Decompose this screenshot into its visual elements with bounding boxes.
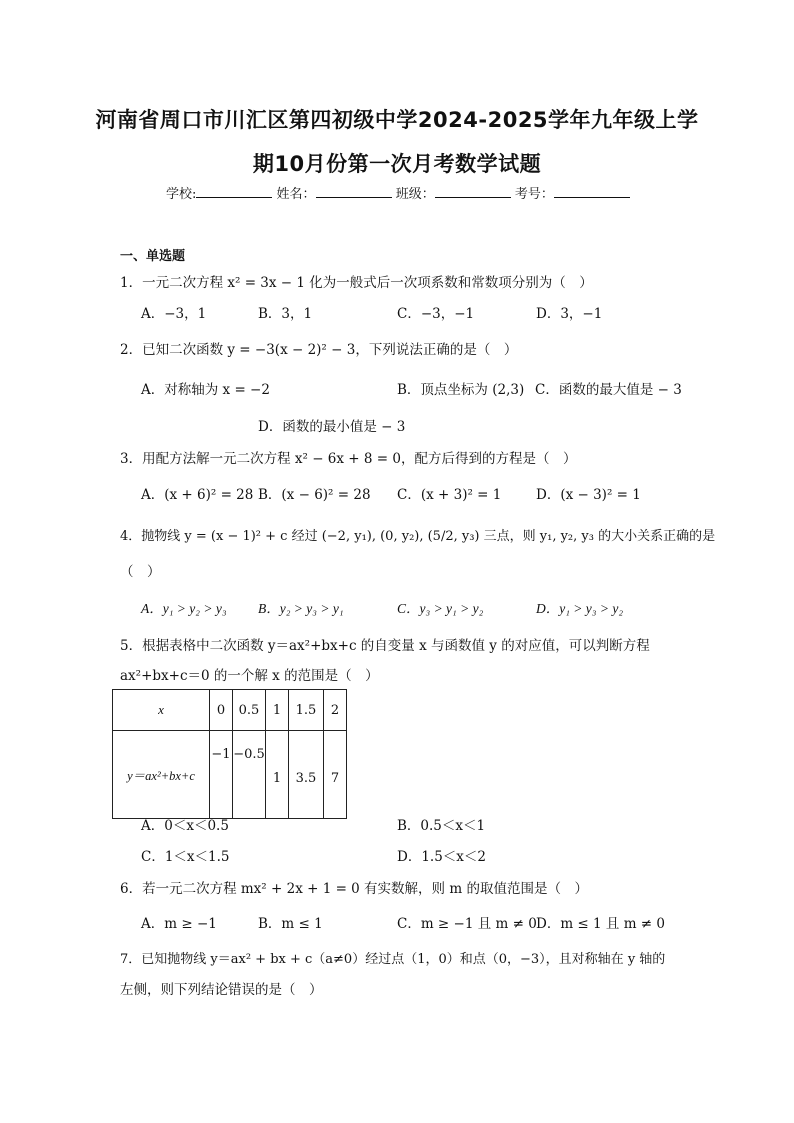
- table-row: [113, 690, 347, 731]
- table-cell: 1.5: [289, 690, 324, 731]
- question-5-option-d[interactable]: D．1.5＜x＜2: [397, 849, 486, 865]
- table-row: [113, 731, 347, 819]
- question-4-option-b[interactable]: B．y₂ > y₃ > y₁: [258, 601, 344, 616]
- question-3-option-b[interactable]: B．(x − 6)² = 28: [258, 487, 371, 503]
- question-3-stem: 3．用配方法解一元二次方程 x² − 6x + 8 = 0，配方后得到的方程是（ ）: [120, 451, 577, 467]
- question-3-option-d[interactable]: D．(x − 3)² = 1: [536, 487, 641, 503]
- question-5-option-c[interactable]: C．1＜x＜1.5: [141, 849, 230, 865]
- question-4-option-c[interactable]: C．y₃ > y₁ > y₂: [397, 601, 484, 616]
- page-title-line-2: 期10月份第一次月考数学试题: [252, 152, 542, 176]
- question-3-option-a[interactable]: A．(x + 6)² = 28: [141, 487, 254, 503]
- table-cell: 1: [266, 731, 289, 819]
- school-field[interactable]: [196, 183, 272, 198]
- name-field[interactable]: [316, 183, 392, 198]
- table-cell: −1: [210, 731, 233, 819]
- value-table: [112, 689, 347, 819]
- table-cell: y＝ax²+bx+c: [113, 731, 210, 819]
- question-4-stem: 4．抛物线 y = (x − 1)² + c 经过 (−2, y₁), (0, y₂), (5/2, y₃) 三点，则 y₁, y₂, y₃ 的大小关系正确的是: [120, 529, 716, 544]
- table-cell: 3.5: [289, 731, 324, 819]
- question-6-option-b[interactable]: B．m ≤ 1: [258, 916, 323, 932]
- number-field[interactable]: [554, 183, 630, 198]
- class-label: 班级：: [395, 187, 435, 202]
- table-cell: −0.5: [233, 731, 266, 819]
- question-2-option-c[interactable]: C．函数的最大值是 − 3: [535, 382, 682, 398]
- question-6-stem: 6．若一元二次方程 mx² + 2x + 1 = 0 有实数解，则 m 的取值范围是（ ）: [120, 881, 588, 897]
- question-5-option-a[interactable]: A．0＜x＜0.5: [141, 818, 229, 834]
- question-5-stem-continued: ax²+bx+c＝0 的一个解 x 的范围是（ ）: [120, 668, 379, 684]
- table-cell: 0.5: [233, 690, 266, 731]
- question-3-option-c[interactable]: C．(x + 3)² = 1: [397, 487, 502, 503]
- table-cell: 1: [266, 690, 289, 731]
- section-title: 一、单选题: [120, 249, 186, 264]
- question-4-option-d[interactable]: D．y₁ > y₃ > y₂: [536, 601, 624, 616]
- question-4-stem-continued: （ ）: [120, 564, 161, 580]
- question-7-stem: 7．已知抛物线 y＝ax² + bx + c（a≠0）经过点（1，0）和点（0，−3），且对称轴在 y 轴的: [120, 952, 666, 967]
- question-2-stem: 2．已知二次函数 y = −3(x − 2)² − 3，下列说法正确的是（ ）: [120, 342, 518, 358]
- page-title-line-1: 河南省周口市川汇区第四初级中学2024-2025学年九年级上学: [95, 108, 699, 132]
- question-6-option-d[interactable]: D．m ≤ 1 且 m ≠ 0: [536, 916, 665, 932]
- question-6-option-a[interactable]: A．m ≥ −1: [141, 916, 217, 932]
- table-cell: 2: [324, 690, 347, 731]
- question-1-option-c[interactable]: C．−3，−1: [397, 306, 475, 322]
- question-1-option-a[interactable]: A．−3，1: [141, 306, 207, 322]
- question-2-option-d[interactable]: D．函数的最小值是 − 3: [258, 419, 406, 435]
- question-5-stem: 5．根据表格中二次函数 y＝ax²+bx+c 的自变量 x 与函数值 y 的对应值，可以判断方程: [120, 638, 650, 654]
- number-label: 考号：: [514, 187, 554, 202]
- question-1-option-b[interactable]: B．3，1: [258, 306, 313, 322]
- table-cell: x: [113, 690, 210, 731]
- question-7-stem-continued: 左侧，则下列结论错误的是（ ）: [120, 982, 323, 998]
- question-1-option-d[interactable]: D．3，−1: [536, 306, 603, 322]
- school-label: 学校:: [166, 187, 197, 202]
- question-5-option-b[interactable]: B．0.5＜x＜1: [397, 818, 486, 834]
- question-6-option-c[interactable]: C．m ≥ −1 且 m ≠ 0: [397, 916, 537, 932]
- student-info-line: [166, 183, 630, 202]
- class-field[interactable]: [435, 183, 511, 198]
- question-4-option-a[interactable]: A．y₁ > y₂ > y₃: [141, 601, 227, 616]
- question-2-option-a[interactable]: A．对称轴为 x = −2: [141, 382, 270, 398]
- question-2-option-b[interactable]: B．顶点坐标为 (2,3): [397, 382, 525, 398]
- question-1-stem: 1．一元二次方程 x² = 3x − 1 化为一般式后一次项系数和常数项分别为（ ）: [120, 275, 593, 291]
- table-cell: 7: [324, 731, 347, 819]
- table-cell: 0: [210, 690, 233, 731]
- name-label: 姓名：: [276, 187, 316, 202]
